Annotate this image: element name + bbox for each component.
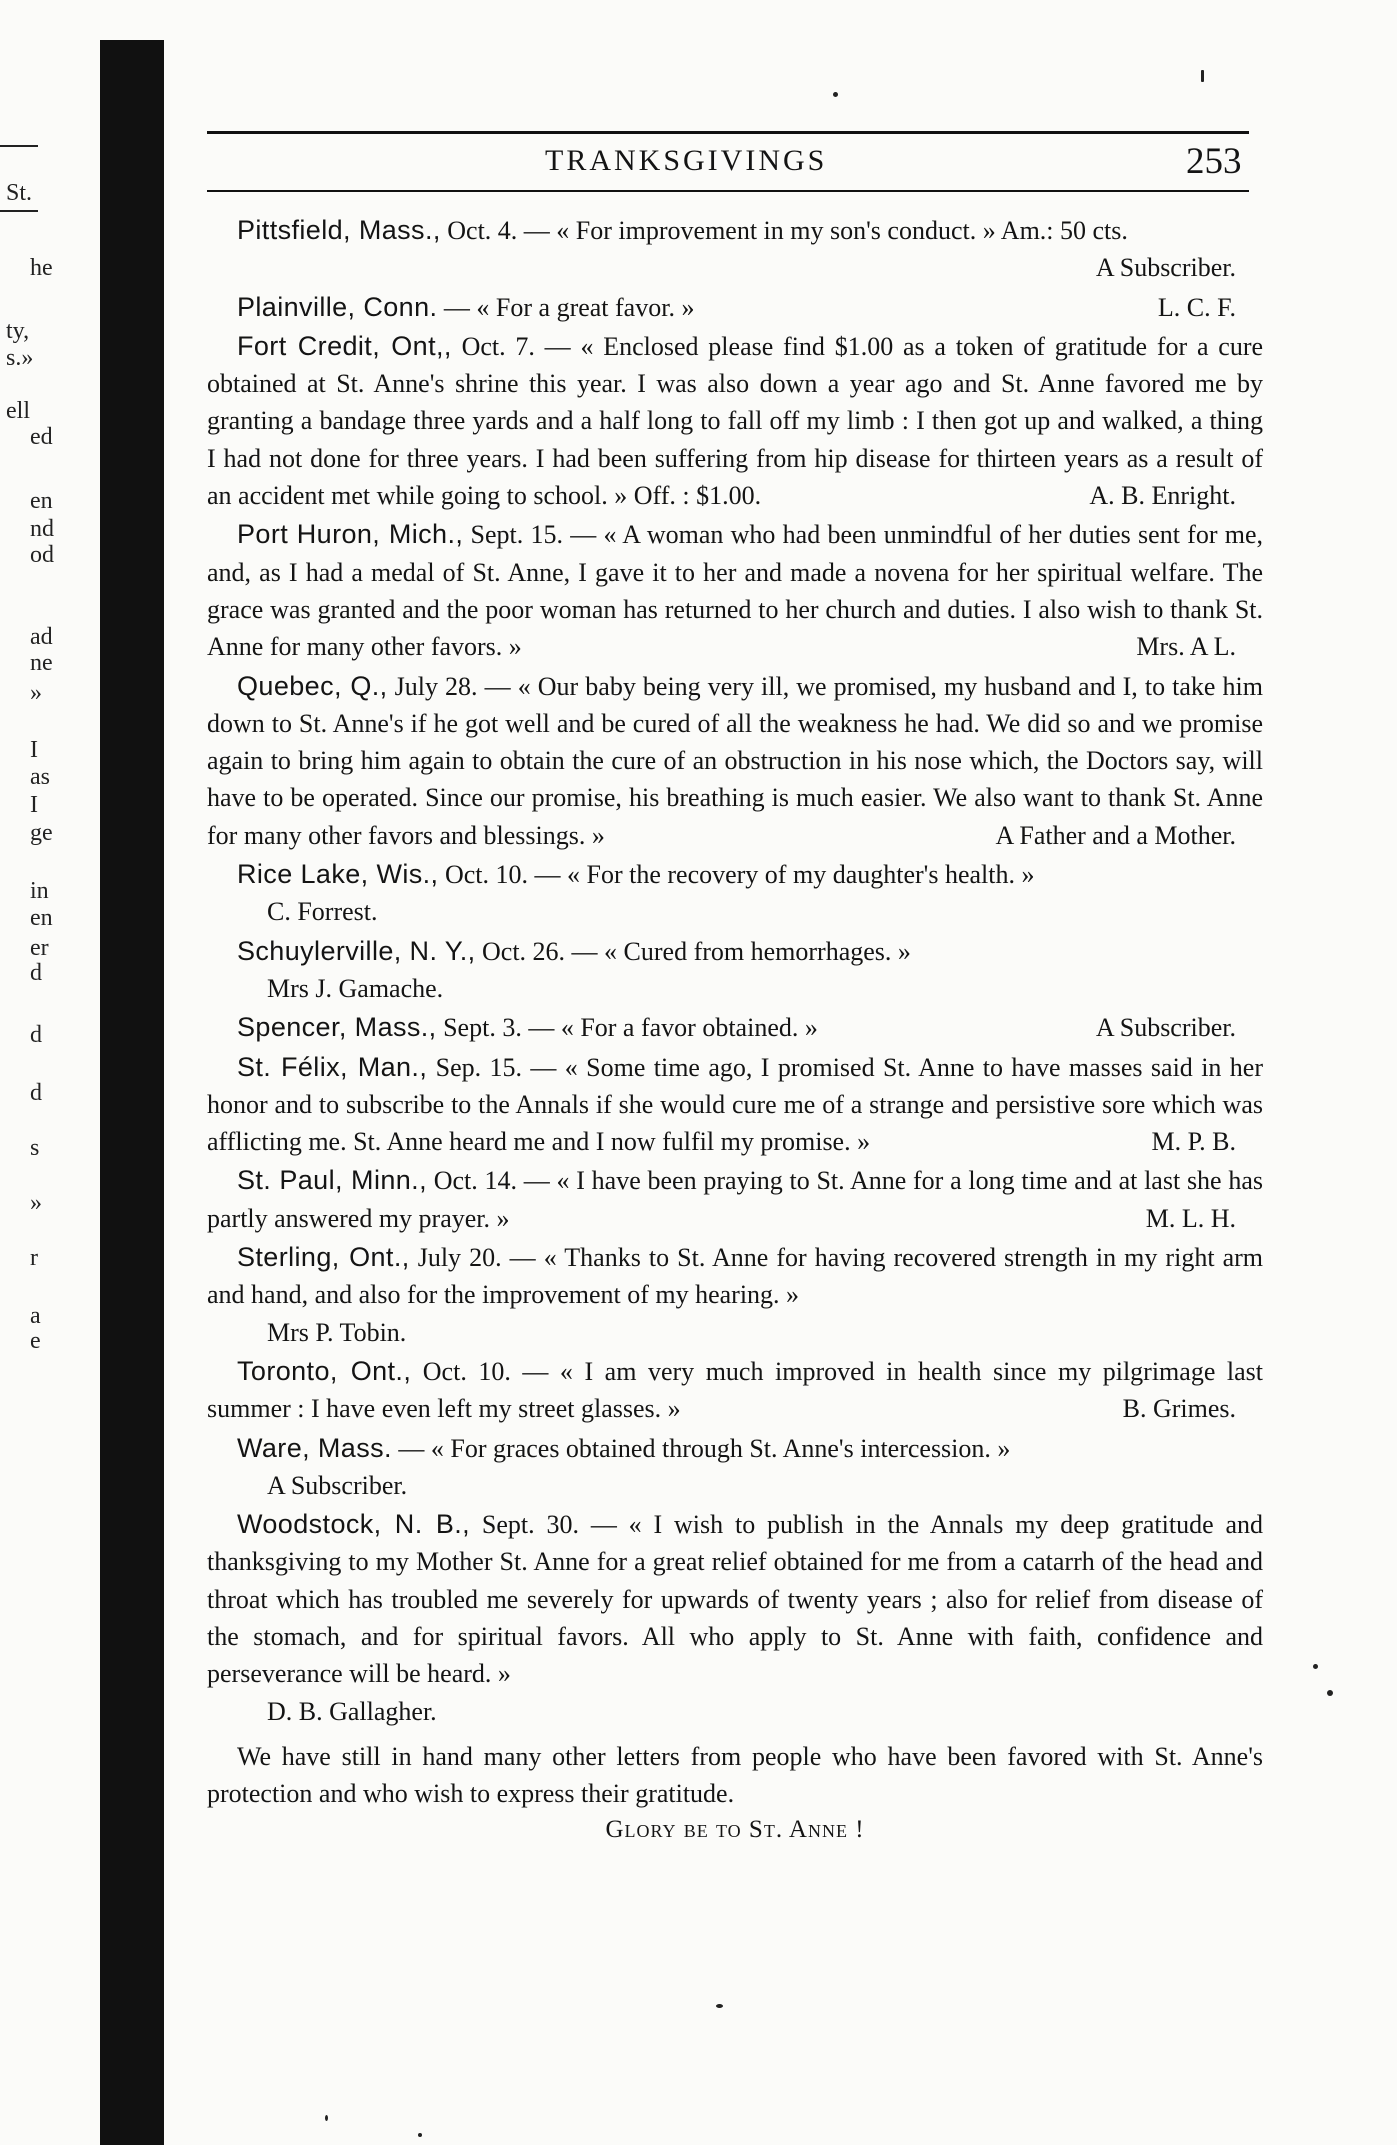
- thanksgiving-entry: [207, 516, 1263, 665]
- thanksgiving-entry: [207, 933, 1263, 1008]
- thanksgiving-entry: [207, 1239, 1263, 1351]
- entry-text: Oct. 26. — « Cured from hemorrhages. »: [482, 936, 911, 966]
- entry-text: — « For a great favor. »: [443, 292, 695, 322]
- entry-text: Oct. 4. — « For improvement in my son's conduct. » Am.: 50 cts.: [447, 216, 1128, 245]
- gutter-fragment: e: [30, 1328, 41, 1354]
- gutter-fragment: d: [30, 1022, 42, 1048]
- gutter-fragment: ge: [30, 820, 53, 846]
- entry-signature: C. Forrest.: [267, 897, 378, 927]
- entry-text: Oct. 14. — « I have been praying to St. Anne for a long time and at last she has partly answered my prayer. »: [207, 1166, 1264, 1233]
- gutter-fragment: I: [30, 737, 38, 763]
- thanksgiving-entry: [207, 1353, 1263, 1428]
- running-title: TRANKSGIVINGS: [545, 144, 828, 177]
- scan-speck: [1313, 1664, 1318, 1669]
- entry-place: Fort Credit, Ont,,: [237, 330, 452, 361]
- entry-place: Sterling, Ont.,: [237, 1242, 410, 1273]
- entry-place: Ware, Mass.: [237, 1432, 392, 1463]
- gutter-fragment: en: [30, 488, 53, 514]
- thanksgiving-entry: [207, 328, 1263, 514]
- gutter-fragment: I: [30, 792, 38, 818]
- entry-text: July 20. — « Thanks to St. Anne for having recovered strength in my right arm and hand, and also for the improvement of my hearing. »: [207, 1243, 1264, 1310]
- adjacent-page-fragments: [0, 0, 95, 2145]
- entry-signature: M. L. H.: [1145, 1203, 1236, 1233]
- entry-place: Spencer, Mass.,: [237, 1012, 437, 1043]
- thanksgiving-entry: [207, 1506, 1263, 1730]
- entry-text: Sep. 15. — « Some time ago, I promised St. Anne to have masses said in her honor and to subscribe to the Annals if she would cure me of a strange and persistive sore which was afflicting me. St. Anne heard me and I now fulfil my promise. »: [207, 1052, 1263, 1157]
- gutter-fragment: r: [30, 1245, 38, 1271]
- gutter-fragment: d: [30, 960, 42, 986]
- thanksgiving-entry: [207, 1009, 1263, 1046]
- gutter-fragment: ad: [30, 624, 53, 650]
- gutter-dash: [0, 145, 38, 147]
- entry-text: July 28. — « Our baby being very ill, we promised, my husband and I, to take him down to St. Anne's if he got well and be cured of all the weakness he had. We did so and we promise again to bring him again to obtain the cure of an obstruction in his nose which, the Doctors say, will have to be operated. Since our promise, his breathing is much easier. We also want to thank St. Anne for many other favors and blessings. »: [207, 671, 1263, 850]
- closing-exclamation: Glory be to St. Anne !: [605, 1815, 865, 1843]
- gutter-fragment: ell: [6, 398, 30, 424]
- entry-place: St. Paul, Minn.,: [237, 1165, 427, 1196]
- binding-gutter-shadow: [100, 40, 164, 2145]
- gutter-fragment: a: [30, 1303, 41, 1329]
- header-rule-top: [207, 131, 1249, 134]
- scan-speck: [325, 2115, 328, 2121]
- thanksgiving-entry: [207, 668, 1263, 854]
- entry-signature: B. Grimes.: [1122, 1394, 1236, 1424]
- gutter-fragment: »: [30, 1190, 42, 1216]
- entry-place: Port Huron, Mich.,: [237, 519, 464, 550]
- entry-signature: Mrs. A L.: [1136, 632, 1236, 662]
- entry-place: Plainville, Conn.: [237, 291, 438, 322]
- scan-speck: [1201, 70, 1204, 82]
- entry-text: — « For graces obtained through St. Anne's intercession. »: [398, 1433, 1011, 1463]
- scan-speck: [716, 2004, 723, 2008]
- entry-signature: D. B. Gallagher.: [267, 1696, 437, 1726]
- entry-signature: A Father and a Mother.: [995, 820, 1236, 850]
- gutter-fragment: s.»: [6, 345, 34, 371]
- entry-text: Oct. 10. — « For the recovery of my daughter's health. »: [444, 860, 1035, 890]
- entry-text: Oct. 10. — « I am very much improved in health since my pilgrimage last summer : I have even left my street glasses. »: [207, 1356, 1264, 1424]
- entry-signature: A Subscriber.: [1095, 1013, 1236, 1043]
- entry-place: Toronto, Ont.,: [237, 1355, 412, 1386]
- gutter-fragment: s: [30, 1135, 40, 1161]
- entry-signature: Mrs J. Gamache.: [267, 973, 444, 1003]
- scan-speck: [418, 2133, 422, 2137]
- gutter-fragment: St.: [6, 180, 33, 206]
- entry-signature: A Subscriber.: [267, 1470, 408, 1500]
- entry-place: Quebec, Q.,: [237, 670, 388, 701]
- entry-signature: A Subscriber.: [1095, 253, 1236, 283]
- gutter-fragment: od: [30, 542, 54, 568]
- thanksgiving-entry: [207, 1049, 1263, 1161]
- entry-text: Sept. 15. — « A woman who had been unmindful of her duties sent for me, and, as I had a medal of St. Anne, I gave it to her and made a novena for her spiritual welfare. The grace was granted and the poor woman has returned to her church and duties. I also wish to thank St. Anne for many other favors. »: [207, 520, 1263, 662]
- thanksgiving-entry: [207, 856, 1263, 931]
- header-rule-bottom: [207, 190, 1249, 192]
- entry-place: Pittsfield, Mass.,: [237, 215, 441, 245]
- page-number: 253: [1186, 141, 1242, 182]
- entry-place: Woodstock, N. B.,: [237, 1509, 471, 1540]
- gutter-fragment: en: [30, 905, 53, 931]
- thanksgiving-entry: [207, 1162, 1263, 1237]
- entry-signature: L. C. F.: [1157, 292, 1236, 322]
- thanksgivings-list: [207, 212, 1263, 1844]
- entry-text: Oct. 7. — « Enclosed please find $1.00 as a token of gratitude for a cure obtained at St. Anne's shrine this year. I was also down a year ago and St. Anne favored me by granting a bandage three yards and a half long to fall off my limb : I then got up and walked, a thing I had not done for three years. I had been suffering from hip disease for thirteen years as a result of an accident met while going to school. » Off. : $1.00.: [207, 331, 1264, 511]
- thanksgiving-entry: [207, 212, 1263, 287]
- gutter-fragment: nd: [30, 516, 54, 542]
- thanksgiving-entry: [207, 1430, 1263, 1505]
- entry-place: St. Félix, Man.,: [237, 1051, 428, 1082]
- gutter-fragment: in: [30, 878, 49, 904]
- entry-place: Schuylerville, N. Y.,: [237, 935, 476, 966]
- gutter-fragment: er: [30, 935, 49, 961]
- gutter-fragment: ty,: [6, 318, 30, 344]
- scan-speck: [1327, 1690, 1333, 1696]
- thanksgiving-entry: [207, 289, 1263, 326]
- entry-text: Sept. 30. — « I wish to publish in the Annals my deep gratitude and thanksgiving to my Mother St. Anne for a great relief obtained for me from a catarrh of the head and throat which has troubled me severely for upwards of twenty years ; also for relief from disease of the stomach, and for spiritual favors. All who apply to St. Anne with faith, confidence and perseverance will be heard. »: [207, 1510, 1263, 1689]
- gutter-dash: [0, 210, 38, 212]
- gutter-fragment: ed: [30, 424, 53, 450]
- entry-signature: A. B. Enright.: [1089, 481, 1236, 511]
- gutter-fragment: »: [30, 680, 42, 706]
- closing-paragraph: We have still in hand many other letters from people who have been favored with St. Anne's protection and who wish to express their gratitude.: [207, 1741, 1263, 1808]
- gutter-fragment: as: [30, 764, 50, 790]
- gutter-fragment: d: [30, 1080, 42, 1106]
- entry-text: Sept. 3. — « For a favor obtained. »: [443, 1013, 818, 1043]
- entry-signature: Mrs P. Tobin.: [267, 1317, 407, 1347]
- entry-signature: M. P. B.: [1151, 1127, 1236, 1157]
- gutter-fragment: ne: [30, 650, 53, 676]
- entry-place: Rice Lake, Wis.,: [237, 859, 439, 890]
- gutter-fragment: he: [30, 255, 53, 281]
- scan-speck: [833, 92, 838, 97]
